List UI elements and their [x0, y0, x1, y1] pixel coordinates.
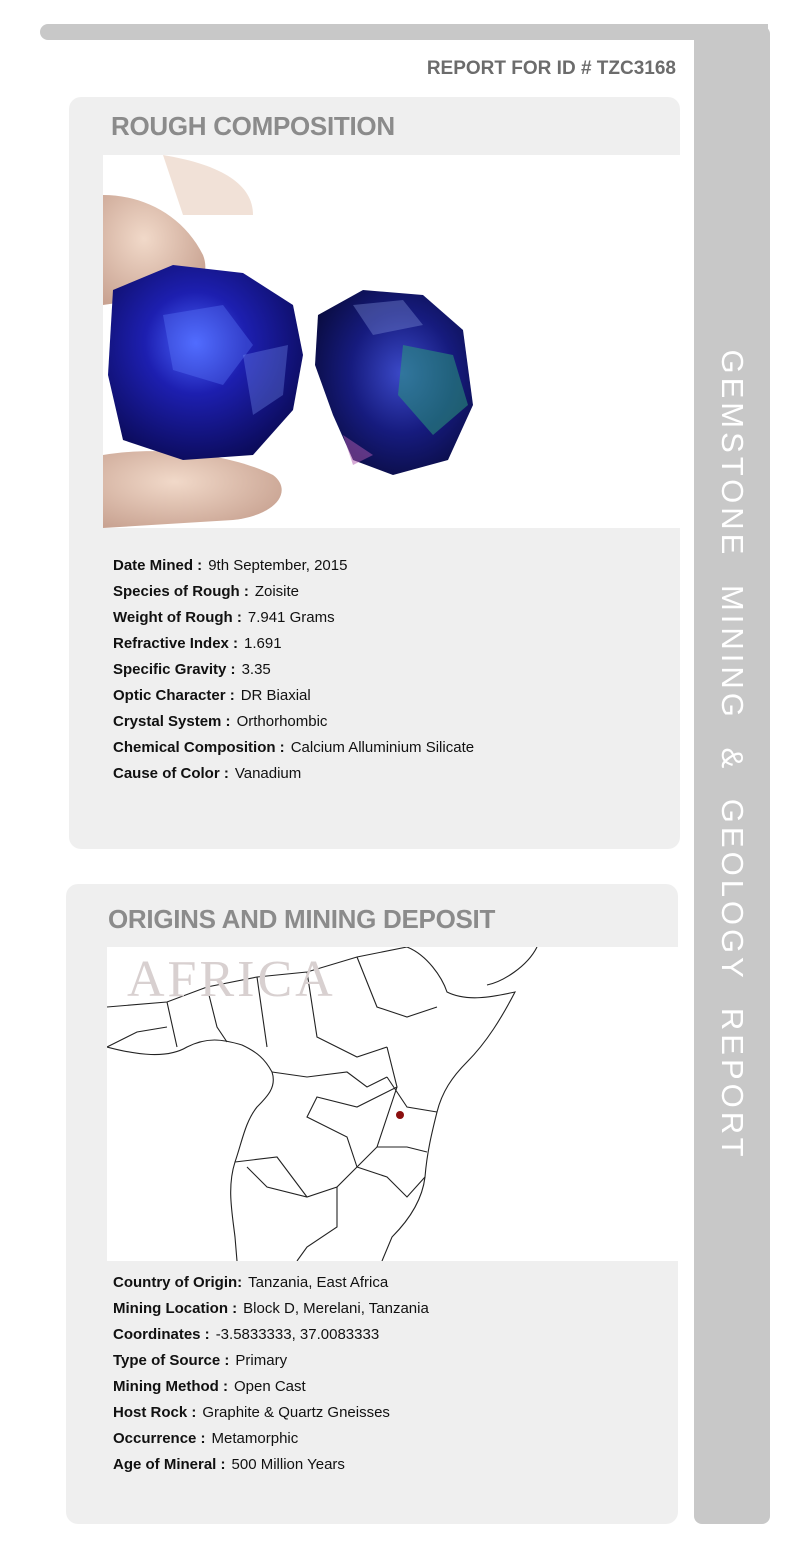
detail-row-date-mined [113, 553, 474, 579]
detail-label: Specific Gravity : [113, 661, 236, 678]
detail-value: 9th September, 2015 [208, 557, 348, 574]
detail-label: Type of Source : [113, 1352, 230, 1369]
detail-row-country [113, 1270, 429, 1296]
detail-value: 1.691 [244, 635, 282, 652]
detail-label: Mining Location : [113, 1300, 238, 1317]
detail-value: -3.5833333, 37.0083333 [215, 1326, 380, 1343]
detail-row-specific-gravity [113, 657, 474, 683]
map-label: AFRICA [127, 951, 336, 1008]
africa-map [107, 947, 678, 1261]
detail-row-host-rock [113, 1400, 429, 1426]
detail-value: Vanadium [234, 765, 302, 782]
detail-label: Occurrence : [113, 1430, 206, 1447]
detail-row-coordinates [113, 1322, 429, 1348]
detail-label: Age of Mineral : [113, 1456, 226, 1473]
detail-label: Mining Method : [113, 1378, 228, 1395]
side-title: GEMSTONE MINING & GEOLOGY REPORT [715, 349, 750, 1161]
detail-label: Host Rock : [113, 1404, 197, 1421]
detail-label: Weight of Rough : [113, 609, 242, 626]
detail-label: Chemical Composition : [113, 739, 285, 756]
origins-title: ORIGINS AND MINING DEPOSIT [108, 904, 496, 934]
detail-value: DR Biaxial [240, 687, 311, 704]
gemstone-rough-image [103, 155, 680, 528]
detail-value: Metamorphic [211, 1430, 299, 1447]
detail-value: Zoisite [254, 583, 300, 600]
detail-value: 7.941 Grams [247, 609, 335, 626]
detail-label: Date Mined : [113, 557, 203, 574]
detail-label: Country of Origin: [113, 1274, 243, 1291]
detail-label: Species of Rough : [113, 583, 249, 600]
detail-row-cause-of-color [113, 761, 474, 787]
detail-row-mining-method [113, 1374, 429, 1400]
detail-label: Crystal System : [113, 713, 231, 730]
detail-row-refractive-index [113, 631, 474, 657]
detail-value: Tanzania, East Africa [248, 1274, 389, 1291]
detail-label: Coordinates : [113, 1326, 210, 1343]
detail-row-weight [113, 605, 474, 631]
detail-row-species [113, 579, 474, 605]
detail-value: Orthorhombic [236, 713, 328, 730]
report-id: REPORT FOR ID # TZC3168 [426, 58, 676, 79]
rough-photo [103, 155, 680, 528]
detail-value: 3.35 [241, 661, 271, 678]
detail-value: Open Cast [233, 1378, 306, 1395]
detail-value: Calcium Alluminium Silicate [290, 739, 475, 756]
detail-row-crystal-system [113, 709, 474, 735]
rough-details-list [113, 553, 474, 787]
detail-row-age [113, 1452, 429, 1478]
detail-label: Optic Character : [113, 687, 235, 704]
detail-value: 500 Million Years [231, 1456, 345, 1473]
detail-row-mining-location [113, 1296, 429, 1322]
detail-label: Cause of Color : [113, 765, 229, 782]
detail-value: Block D, Merelani, Tanzania [243, 1300, 429, 1317]
origins-details-list [113, 1270, 429, 1478]
mine-location-marker [396, 1111, 404, 1119]
detail-value: Primary [235, 1352, 288, 1369]
top-bar [40, 24, 768, 40]
detail-row-optic-character [113, 683, 474, 709]
detail-label: Refractive Index : [113, 635, 239, 652]
detail-value: Graphite & Quartz Gneisses [202, 1404, 390, 1421]
detail-row-chemical-composition [113, 735, 474, 761]
rough-composition-title: ROUGH COMPOSITION [111, 111, 395, 141]
detail-row-occurrence [113, 1426, 429, 1452]
detail-row-source-type [113, 1348, 429, 1374]
